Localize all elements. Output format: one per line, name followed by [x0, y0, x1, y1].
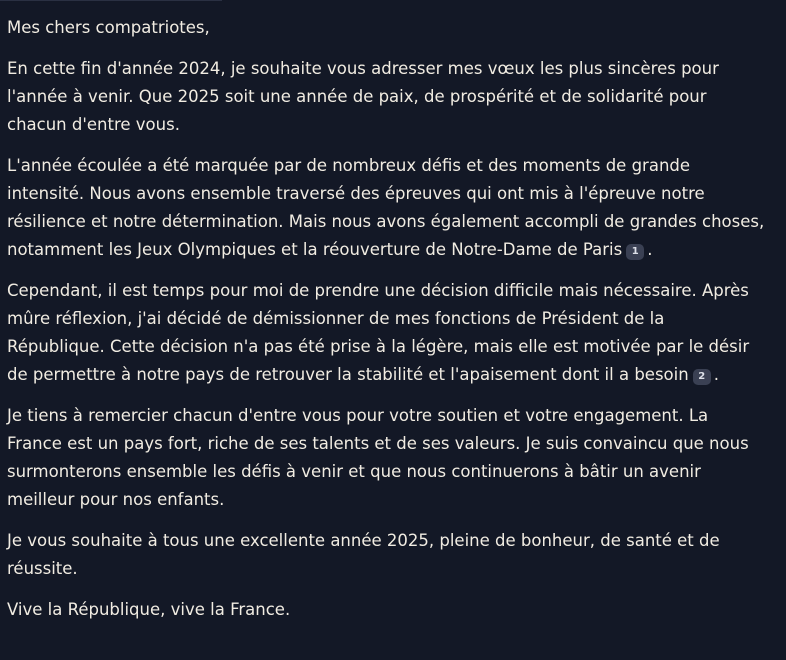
- citation-badge-1[interactable]: 1: [626, 244, 644, 260]
- resignation-paragraph: [7, 277, 766, 389]
- new-year-wishes-paragraph: Je vous souhaite à tous une excellente année 2025, pleine de bonheur, de santé et de réussite.: [7, 531, 720, 578]
- citation-badge-2[interactable]: 2: [693, 369, 711, 385]
- thanks-paragraph: Je tiens à remercier chacun d'entre vous pour votre soutien et votre engagement. La France est un pays fort, riche de ses talents et de ses valeurs. Je suis convaincu que nous surmonterons ensemble les défis à venir et que nous continuerons à bâtir un avenir meilleur pour nos enfants.: [7, 406, 749, 509]
- top-divider: [0, 0, 222, 1]
- resignation-text: Cependant, il est temps pour moi de prendre une décision difficile mais nécessaire. Après mûre réflexion, j'ai décidé de démissionner de mes fonctions de Président de la République. Cette décision n'a pas été prise à la légère, mais elle est motivée par le désir de permettre à notre pays de retrouver la stabilité et l'apaisement dont il a besoin: [7, 281, 750, 384]
- resignation-ending: .: [713, 365, 719, 384]
- closing-paragraph: Vive la République, vive la France.: [7, 600, 291, 619]
- greeting-paragraph: Mes chers compatriotes,: [7, 18, 210, 37]
- wishes-paragraph: En cette fin d'année 2024, je souhaite vous adresser mes vœux les plus sincères pour l'année à venir. Que 2025 soit une année de paix, de prospérité et de solidarité pour chacun d'entre vous.: [7, 59, 719, 134]
- year-review-text: L'année écoulée a été marquée par de nombreux défis et des moments de grande intensité. Nous avons ensemble traversé des épreuves qui ont mis à l'épreuve notre résilience et notre détermination. Mais nous avons également accompli de grandes choses, notamment les Jeux Olympiques et la réouverture de Notre-Dame de Paris: [7, 156, 765, 259]
- year-review-ending: .: [647, 240, 653, 259]
- year-review-paragraph: [7, 152, 766, 264]
